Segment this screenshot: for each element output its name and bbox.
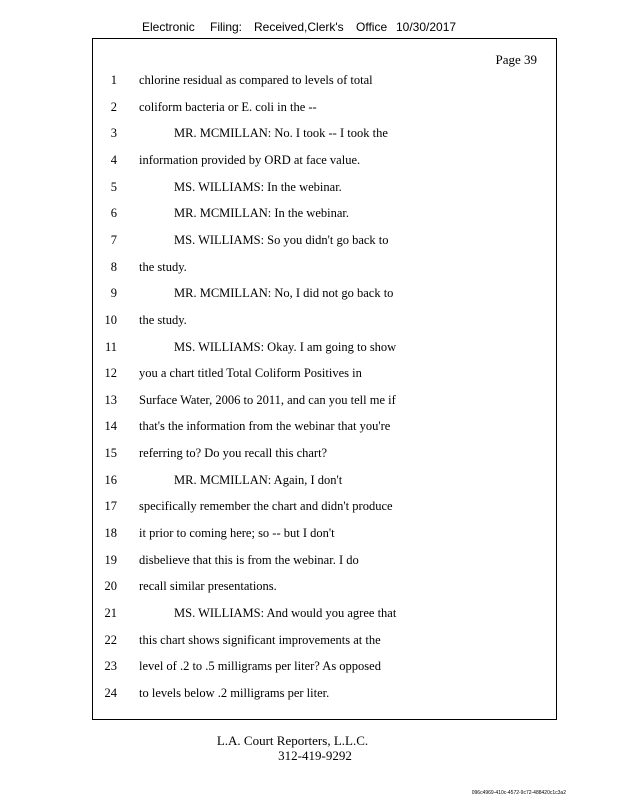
line-number: 18 xyxy=(104,526,117,541)
line-text: MR. MCMILLAN: In the webinar. xyxy=(174,206,349,221)
line-text: MS. WILLIAMS: In the webinar. xyxy=(174,179,342,194)
line-text: MS. WILLIAMS: Okay. I am going to show xyxy=(174,339,397,354)
line-text: that's the information from the webinar that you're xyxy=(139,419,391,434)
reporter-company: L.A. Court Reporters, L.L.C. xyxy=(216,733,369,748)
line-number: 10 xyxy=(104,312,117,327)
page-number: Page 39 xyxy=(495,52,537,67)
line-number: 14 xyxy=(104,419,117,434)
line-number: 1 xyxy=(110,73,117,87)
line-number: 19 xyxy=(104,552,117,567)
footer xyxy=(0,733,585,763)
line-text: coliform bacteria or E. coli in the -- xyxy=(139,99,317,114)
filing-stamp-part: Electronic xyxy=(142,20,195,34)
line-text: MR. MCMILLAN: Again, I don't xyxy=(174,472,343,487)
reporter-phone: 312-419-9292 xyxy=(278,748,352,763)
line-number: 5 xyxy=(110,179,117,194)
line-number: 4 xyxy=(110,152,117,167)
line-number: 24 xyxy=(104,685,117,700)
line-text: this chart shows significant improvements at the xyxy=(139,632,381,647)
line-text: information provided by ORD at face value. xyxy=(139,152,361,167)
line-text: Surface Water, 2006 to 2011, and can you tell me if xyxy=(139,392,396,407)
line-number: 21 xyxy=(104,606,117,620)
line-number: 22 xyxy=(104,632,117,647)
line-text: you a chart titled Total Coliform Positives in xyxy=(139,366,362,381)
line-text: the study. xyxy=(139,312,187,327)
line-text: it prior to coming here; so -- but I don't xyxy=(139,526,335,541)
line-text: MS. WILLIAMS: And would you agree that xyxy=(174,606,397,620)
document-id: 096c4969-410c-4572-9c72-488420c1c3a2 xyxy=(471,790,566,796)
line-text: MR. MCMILLAN: No. I took -- I took the xyxy=(174,126,388,141)
line-number: 23 xyxy=(104,659,117,674)
filing-stamp-part: Office xyxy=(356,20,388,34)
line-number: 11 xyxy=(104,339,117,354)
line-number: 3 xyxy=(110,126,117,141)
filing-stamp-header xyxy=(142,20,456,34)
line-number: 16 xyxy=(104,472,117,487)
line-text: MR. MCMILLAN: No, I did not go back to xyxy=(174,286,394,301)
line-text: to levels below .2 milligrams per liter. xyxy=(139,685,330,700)
line-number: 7 xyxy=(110,232,117,247)
line-number: 20 xyxy=(104,579,117,594)
line-text: specifically remember the chart and didn't produce xyxy=(139,499,393,514)
line-number: 13 xyxy=(104,392,117,407)
line-text: level of .2 to .5 milligrams per liter? As opposed xyxy=(139,659,381,674)
line-number: 17 xyxy=(104,499,117,514)
filing-stamp-part: Filing: xyxy=(210,20,243,34)
line-number: 2 xyxy=(110,99,117,114)
line-number: 15 xyxy=(104,446,117,461)
line-text: MS. WILLIAMS: So you didn't go back to xyxy=(174,232,389,247)
line-number: 12 xyxy=(104,366,117,381)
transcript-page xyxy=(92,38,557,720)
line-number: 8 xyxy=(110,259,117,274)
line-number: 9 xyxy=(110,286,117,301)
line-text: the study. xyxy=(139,259,187,274)
line-text: recall similar presentations. xyxy=(139,579,277,594)
filing-stamp-part: Received,Clerk's xyxy=(254,20,344,34)
line-number: 6 xyxy=(110,206,117,221)
line-text: chlorine residual as compared to levels of total xyxy=(139,73,373,87)
line-text: disbelieve that this is from the webinar. I do xyxy=(139,552,359,567)
filing-stamp-date: 10/30/2017 xyxy=(396,20,457,34)
line-text: referring to? Do you recall this chart? xyxy=(139,446,328,461)
